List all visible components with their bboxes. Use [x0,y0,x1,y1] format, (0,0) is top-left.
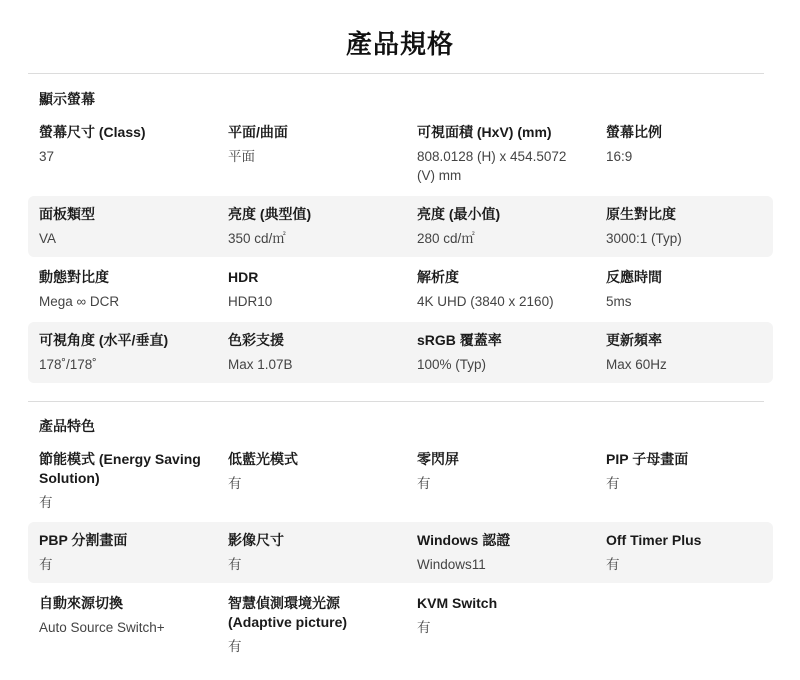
spec-label: KVM Switch [417,595,498,611]
spec-cell [406,441,595,518]
spec-label: HDR [228,269,259,285]
spec-cell [595,441,773,518]
spec-cell [217,259,406,320]
spec-label: 亮度 (最小值) [417,206,501,222]
spec-row [28,441,773,518]
spec-cell [595,585,773,665]
spec-label: 解析度 [417,269,459,285]
spec-value: 有 [228,476,242,491]
spec-value: 100% (Typ) [417,357,487,372]
spec-value: 有 [39,495,53,510]
spec-value: 有 [417,476,431,491]
spec-label: 反應時間 [606,269,662,285]
spec-cell [595,522,773,583]
spec-cell [406,522,595,583]
spec-label: 低藍光模式 [228,451,298,467]
spec-value: 有 [417,620,431,635]
spec-label: 螢幕比例 [606,124,662,140]
spec-value: 350 cd/㎡ [228,231,286,246]
spec-cell [28,259,217,320]
spec-cell [28,522,217,583]
spec-value: Mega ∞ DCR [39,294,120,309]
spec-label: Windows 認證 [417,532,511,548]
spec-value: 178˚/178˚ [39,357,97,372]
spec-label: 節能模式 (Energy Saving Solution) [39,451,201,486]
spec-value: VA [39,231,57,246]
spec-label: PBP 分割畫面 [39,532,128,548]
spec-value: Max 1.07B [228,357,293,372]
spec-label: 智慧偵測環境光源 (Adaptive picture) [228,595,348,630]
spec-label: 色彩支援 [228,332,284,348]
spec-cell [217,522,406,583]
spec-label: 動態對比度 [39,269,109,285]
spec-cell [217,441,406,518]
spec-cell [406,196,595,257]
spec-label: 平面/曲面 [228,124,288,140]
spec-label: sRGB 覆蓋率 [417,332,502,348]
spec-row [28,196,773,257]
spec-value: 有 [228,557,242,572]
spec-cell [595,322,773,383]
spec-value: 5ms [606,294,632,309]
spec-label: 螢幕尺寸 (Class) [39,124,146,140]
spec-cell [28,114,217,190]
spec-value: 有 [606,557,620,572]
spec-cell [406,322,595,383]
spec-value: 4K UHD (3840 x 2160) [417,294,554,309]
divider [28,401,764,402]
spec-cell [28,441,217,518]
spec-value: 808.0128 (H) x 454.5072 (V) mm [417,149,567,183]
spec-label: 可視角度 (水平/垂直) [39,332,169,348]
spec-label: 影像尺寸 [228,532,284,548]
spec-label: 原生對比度 [606,206,676,222]
spec-label: 零閃屏 [417,451,459,467]
spec-value: Windows11 [417,557,486,572]
spec-cell [406,585,595,665]
spec-cell [406,259,595,320]
spec-cell [28,322,217,383]
spec-label: Off Timer Plus [606,532,702,548]
spec-value: 有 [606,476,620,491]
spec-value: 37 [39,149,55,164]
spec-label: 亮度 (典型值) [228,206,312,222]
spec-value: 3000:1 (Typ) [606,231,682,246]
spec-row [28,522,773,583]
page-title: 產品規格 [345,29,454,59]
spec-value: Auto Source Switch+ [39,620,165,635]
spec-cell [217,114,406,190]
spec-row [28,114,773,190]
spec-cell [217,322,406,383]
spec-cell [28,585,217,665]
spec-cell [595,259,773,320]
spec-cell [406,114,595,190]
section-title-features: 產品特色 [39,418,95,434]
divider [28,73,764,74]
spec-cell [28,196,217,257]
spec-label: 更新頻率 [606,332,662,348]
spec-label: 可視面積 (HxV) (mm) [417,124,552,140]
section-title-display: 顯示螢幕 [39,91,95,107]
spec-value: 280 cd/㎡ [417,231,475,246]
spec-cell [595,114,773,190]
spec-value: HDR10 [228,294,273,309]
spec-label: PIP 子母畫面 [606,451,689,467]
spec-value: 有 [39,557,53,572]
spec-value: Max 60Hz [606,357,667,372]
spec-cell [217,196,406,257]
spec-label: 自動來源切換 [39,595,123,611]
spec-value: 平面 [228,149,255,164]
spec-row [28,322,773,383]
spec-cell [217,585,406,665]
spec-cell [595,196,773,257]
spec-label: 面板類型 [39,206,95,222]
spec-value: 有 [228,639,242,654]
spec-row [28,585,773,665]
spec-row [28,259,773,320]
spec-value: 16:9 [606,149,633,164]
